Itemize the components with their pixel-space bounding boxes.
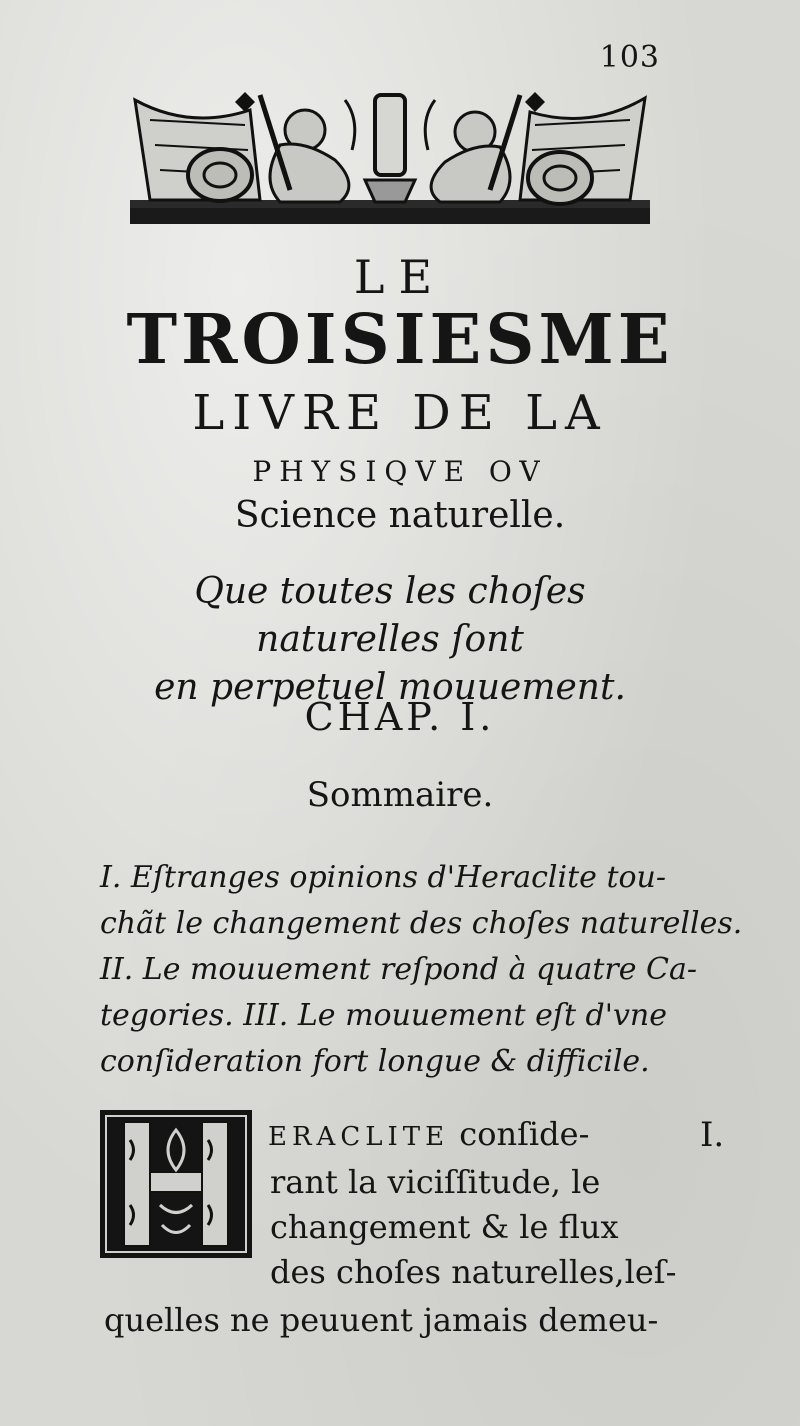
title-line-science: Science naturelle. — [234, 495, 566, 536]
body-smallcaps: ERACLITE — [268, 1122, 450, 1152]
decorated-initial-H-icon — [100, 1110, 252, 1258]
body-line: des choſes naturelles,leſ- — [270, 1253, 677, 1291]
summary-line: tegories. III. Le mouuement eſt d'vne — [100, 998, 668, 1033]
title-line-le: LE — [353, 250, 447, 304]
ornamental-headpiece-icon — [130, 90, 650, 230]
body-line — [268, 1112, 589, 1159]
body-text: conſide- — [459, 1115, 590, 1153]
page-number: 103 — [599, 40, 660, 75]
summary-line: I. Eſtranges opinions d'Heraclite tou- — [100, 860, 667, 895]
body-line: rant la viciſſitude, le — [270, 1163, 601, 1201]
summary-heading: Sommaire. — [306, 775, 494, 815]
summary-line: conſideration fort longue & difficile. — [100, 1044, 650, 1079]
summary-line: II. Le mouuement reſpond à quatre Ca- — [100, 952, 698, 987]
subtitle-line: Que toutes les choſes naturelles ſont — [194, 571, 586, 660]
summary-line: chãt le changement des choſes naturelles. — [100, 906, 743, 941]
title-line-troisiesme: TROISIESME — [126, 300, 674, 380]
chapter-subtitle — [110, 568, 670, 712]
title-line-livre: LIVRE DE LA — [192, 385, 608, 441]
chapter-heading: CHAP. I. — [304, 695, 496, 739]
summary-block — [100, 855, 743, 1085]
body-line: changement & le flux — [270, 1208, 619, 1246]
margin-note: I. — [700, 1115, 725, 1155]
subtitle-line: en perpetuel mouuement. — [154, 667, 626, 708]
title-line-physique: PHYSIQVE OV — [252, 455, 548, 488]
body-line: quelles ne peuuent jamais demeu- — [104, 1301, 659, 1339]
